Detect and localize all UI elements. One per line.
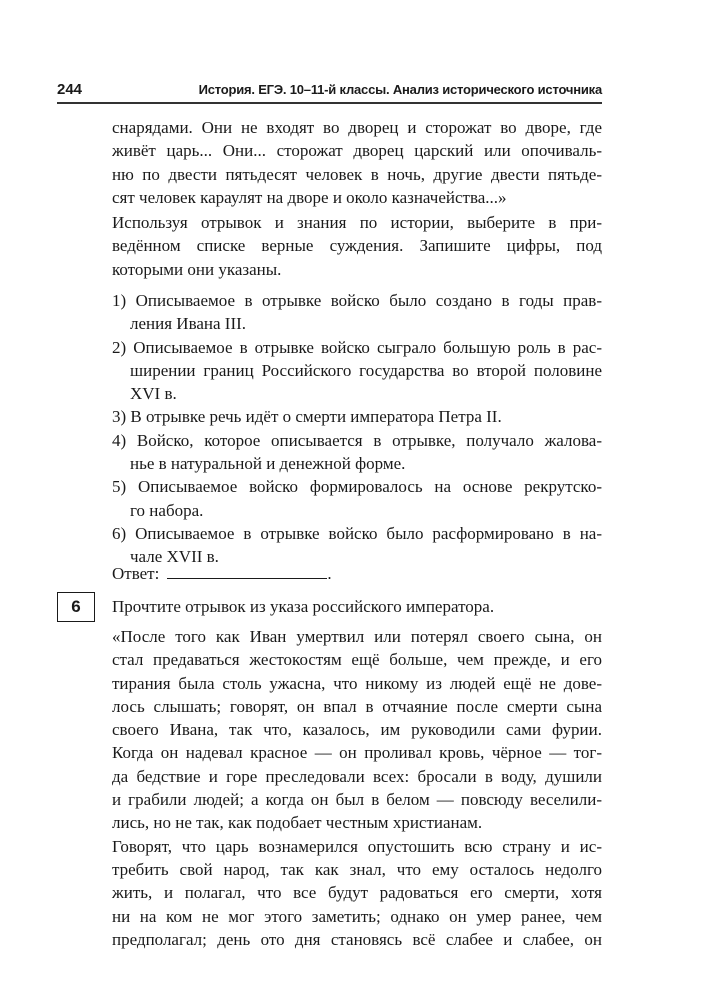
passage-line: снарядами. Они не входят во дворец и сторожат во дворе, где (112, 118, 602, 137)
page-number: 244 (57, 81, 83, 98)
header-rule (57, 102, 602, 104)
task6-prompt (112, 595, 602, 618)
task6-prompt-line: Прочтите отрывок из указа российского императора. (112, 597, 495, 616)
quote-line: да бедствие и горе преследовали всех: бросали в воду, душили (112, 766, 602, 786)
option-5-line: го набора. (130, 500, 204, 520)
answer-line (112, 560, 332, 585)
passage-line: ню по двести пятьдесят человек в ночь, другие двести пятьде- (112, 164, 602, 184)
quote-line: ни на ком не мог этого заметить; однако он умер ранее, чем (112, 906, 602, 926)
option-1-line: ления Ивана III. (130, 314, 247, 334)
quote-line: Когда он надевал красное — он проливал кровь, чёрное — тог- (112, 743, 602, 763)
instruction-line: которыми они указаны. (112, 259, 282, 279)
option-1-line: 1) Описываемое в отрывке войско было создано в годы прав- (112, 291, 602, 310)
quote-line: и грабили людей; а когда он был в белом — повсюду веселили- (112, 790, 602, 810)
quote-line: жить, и полагал, что все будут радоваться его смерти, хотя (112, 883, 602, 903)
option-2-line: ширении границ Российского государства во второй половине (130, 360, 602, 380)
option-6-line: 6) Описываемое в отрывке войско было расформировано в на- (112, 523, 602, 543)
option-2-line: 2) Описываемое в отрывке войско сыграло большую роль в рас- (112, 337, 602, 357)
running-header (57, 78, 602, 100)
quote-line: стал предаваться жестокостям ещё больше, чем прежде, и его (112, 650, 602, 670)
option-2-line: XVI в. (130, 384, 177, 404)
option-5-line: 5) Описываемое войско формировалось на основе рекрутско- (112, 477, 602, 497)
answer-end: . (327, 564, 332, 583)
quote-line: тирания была столь ужасна, что никому из людей ещё не дове- (112, 673, 602, 693)
instruction-line: ведённом списке верные суждения. Запишите цифры, под (112, 236, 602, 256)
quote-line: требить свой народ, так как знал, что ему осталось недолго (112, 859, 602, 879)
option-4-line: 4) Войско, которое описывается в отрывке, получало жалова- (112, 430, 602, 450)
options-list (112, 289, 602, 569)
quote-line: лись, но не так, как подобает честным христианам. (112, 813, 483, 833)
quote-line: предполагал; день ото дня становясь всё слабее и слабее, он (112, 929, 602, 949)
running-title: История. ЕГЭ. 10–11-й классы. Анализ исторического источника (198, 82, 602, 97)
passage-line: сят человек караулят на дворе и около казначейства...» (112, 187, 507, 207)
passage-line: живёт царь... Они... сторожат дворец царский или опочиваль- (112, 141, 602, 161)
instruction-line: Используя отрывок и знания по истории, выберите в при- (112, 213, 602, 232)
answer-blank[interactable] (167, 560, 327, 579)
task-number-box: 6 (57, 592, 95, 622)
option-3-line: 3) В отрывке речь идёт о смерти императора Петра II. (112, 407, 502, 427)
task-instruction (112, 211, 602, 281)
task6-quote (112, 625, 602, 951)
quote-line: Говорят, что царь вознамерился опустошить всю страну и ис- (112, 836, 602, 856)
option-6-line: чале XVII в. (130, 547, 219, 567)
answer-label: Ответ: (112, 564, 160, 583)
quote-line: лось слышать; говорят, он впал в отчаяние после смерти сына (112, 696, 602, 716)
option-4-line: нье в натуральной и денежной форме. (130, 454, 406, 474)
passage-end (112, 116, 602, 209)
quote-line: «После того как Иван умертвил или потерял своего сына, он (112, 627, 602, 646)
quote-line: своего Ивана, так что, казалось, им руководили сами фурии. (112, 720, 602, 740)
